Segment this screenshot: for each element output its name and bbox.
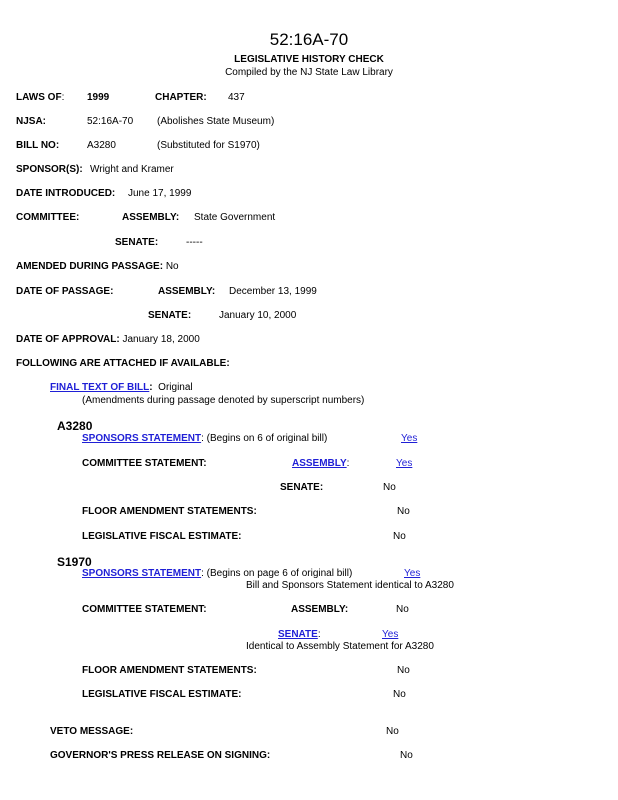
- a3280-committee-label: COMMITTEE STATEMENT:: [82, 458, 207, 469]
- a3280-fiscal-value: No: [393, 531, 406, 542]
- s1970-sponsors-link[interactable]: SPONSORS STATEMENT: [82, 568, 202, 579]
- s1970-floor-label: FLOOR AMENDMENT STATEMENTS:: [82, 665, 257, 676]
- passage-senate-value: January 10, 2000: [219, 310, 297, 321]
- s1970-sponsors-note2: Bill and Sponsors Statement identical to A3280: [246, 580, 454, 591]
- final-text-note: (Amendments during passage denoted by superscript numbers): [82, 395, 365, 406]
- approval-label: DATE OF APPROVAL:: [16, 334, 120, 345]
- a3280-committee-assembly: ASSEMBLY:: [292, 458, 350, 469]
- s1970-floor-value: No: [397, 665, 410, 676]
- s1970-committee-senate-link[interactable]: SENATE: [278, 629, 318, 640]
- a3280-committee-assembly-yes-link[interactable]: Yes: [396, 458, 413, 469]
- committee-assembly-label: ASSEMBLY:: [122, 212, 180, 223]
- sponsors-label: SPONSOR(S):: [16, 164, 83, 175]
- document-number: 52:16A-70: [269, 30, 349, 49]
- date-introduced-label: DATE INTRODUCED:: [16, 188, 116, 199]
- document-subtitle: Compiled by the NJ State Law Library: [225, 67, 393, 78]
- amended-row: [16, 261, 179, 273]
- bill-no-label: BILL NO:: [16, 140, 60, 151]
- bill-no-value: A3280: [87, 140, 116, 151]
- passage-senate-label: SENATE:: [148, 310, 192, 321]
- passage-label: DATE OF PASSAGE:: [16, 286, 114, 297]
- date-introduced-value: June 17, 1999: [128, 188, 192, 199]
- a3280-committee-senate-label: SENATE:: [280, 482, 324, 493]
- final-text-value: Original: [158, 382, 193, 393]
- passage-assembly-label: ASSEMBLY:: [158, 286, 216, 297]
- a3280-fiscal-label: LEGISLATIVE FISCAL ESTIMATE:: [82, 531, 242, 542]
- s1970-sponsors-yes-link[interactable]: Yes: [404, 568, 421, 579]
- a3280-sponsors-link[interactable]: SPONSORS STATEMENT: [82, 433, 202, 444]
- document-title: LEGISLATIVE HISTORY CHECK: [234, 54, 384, 65]
- s1970-committee-senate-note: Identical to Assembly Statement for A3280: [246, 641, 434, 652]
- s1970-committee-assembly-label: ASSEMBLY:: [291, 604, 349, 615]
- sponsors-value: Wright and Kramer: [90, 164, 174, 175]
- s1970-committee-senate: SENATE:: [278, 629, 321, 640]
- s1970-committee-assembly-value: No: [396, 604, 409, 615]
- a3280-sponsors-row: [82, 433, 327, 445]
- laws-of-label: LAWS OF:: [16, 92, 65, 103]
- s1970-fiscal-label: LEGISLATIVE FISCAL ESTIMATE:: [82, 689, 242, 700]
- committee-label: COMMITTEE:: [16, 212, 80, 223]
- final-text-row: FINAL TEXT OF BILL: Original: [50, 382, 193, 393]
- approval-row: [16, 334, 200, 346]
- veto-value: No: [386, 726, 399, 737]
- passage-assembly-value: December 13, 1999: [229, 286, 317, 297]
- press-release-label: GOVERNOR'S PRESS RELEASE ON SIGNING:: [50, 750, 271, 761]
- a3280-sponsors-yes-link[interactable]: Yes: [401, 433, 418, 444]
- attached-heading: FOLLOWING ARE ATTACHED IF AVAILABLE:: [16, 358, 230, 369]
- committee-senate-value: -----: [186, 237, 203, 248]
- a3280-committee-assembly-link[interactable]: ASSEMBLY: [292, 458, 347, 469]
- njsa-label: NJSA:: [16, 116, 47, 127]
- s1970-heading: S1970: [57, 555, 92, 569]
- press-release-value: No: [400, 750, 413, 761]
- s1970-sponsors-row: [82, 568, 352, 580]
- chapter-label: CHAPTER:: [155, 92, 207, 103]
- chapter-value: 437: [228, 92, 245, 103]
- a3280-sponsors-note: : (Begins on 6 of original bill): [201, 433, 328, 444]
- final-text-link[interactable]: FINAL TEXT OF BILL: [50, 382, 150, 393]
- s1970-fiscal-value: No: [393, 689, 406, 700]
- njsa-note: (Abolishes State Museum): [157, 116, 275, 127]
- veto-label: VETO MESSAGE:: [50, 726, 134, 737]
- a3280-floor-value: No: [397, 506, 410, 517]
- amended-label: AMENDED DURING PASSAGE:: [16, 261, 164, 272]
- committee-assembly-value: State Government: [194, 212, 276, 223]
- njsa-value: 52:16A-70: [87, 116, 134, 127]
- s1970-committee-senate-yes-link[interactable]: Yes: [382, 629, 399, 640]
- laws-of-value: 1999: [87, 92, 110, 103]
- a3280-committee-senate-value: No: [383, 482, 396, 493]
- s1970-sponsors-note: : (Begins on page 6 of original bill): [201, 568, 353, 579]
- a3280-heading: A3280: [57, 419, 93, 433]
- amended-value: No: [165, 261, 179, 272]
- committee-senate-label: SENATE:: [115, 237, 159, 248]
- approval-value: January 18, 2000: [122, 334, 200, 345]
- a3280-floor-label: FLOOR AMENDMENT STATEMENTS:: [82, 506, 257, 517]
- s1970-committee-label: COMMITTEE STATEMENT:: [82, 604, 207, 615]
- bill-no-note: (Substituted for S1970): [157, 140, 260, 151]
